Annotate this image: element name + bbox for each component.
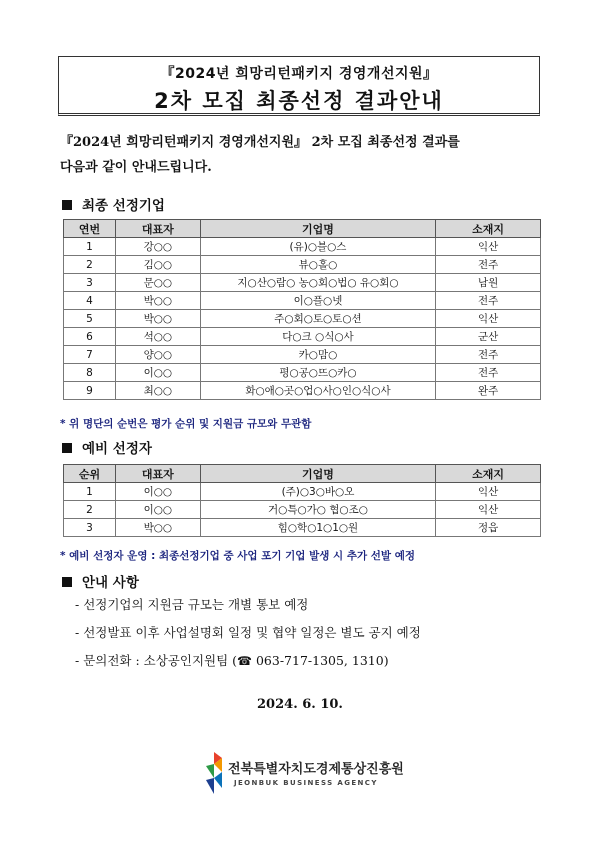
table-row: [64, 382, 541, 400]
column-header: 연번: [64, 220, 116, 238]
table-row: [64, 292, 541, 310]
table-row: [64, 310, 541, 328]
table-cell: 3: [64, 274, 116, 292]
table-cell: 박○○: [115, 310, 200, 328]
table-cell: 평○공○뜨○카○: [200, 364, 435, 382]
table-row: [64, 238, 541, 256]
intro-line-1: 『2024년 희망리턴패키지 경영개선지원』 2차 모집 최종선정 결과를: [60, 135, 460, 150]
table-header-row: [64, 220, 541, 238]
table-cell: 카○맘○: [200, 346, 435, 364]
table-cell: 거○특○가○ 협○조○: [200, 501, 436, 519]
table-row: [64, 364, 541, 382]
document-title: 2차 모집 최종선정 결과안내: [154, 89, 444, 113]
table-cell: 익산: [436, 501, 541, 519]
table-cell: 1: [64, 483, 116, 501]
column-header: 순위: [64, 465, 116, 483]
reserve-note: * 예비 선정자 운영 : 최종선정기업 중 사업 포기 기업 발생 시 추가 선발 예정: [60, 550, 416, 562]
table-cell: (주)○3○바○오: [200, 483, 436, 501]
table-cell: 1: [64, 238, 116, 256]
table-row: [64, 256, 541, 274]
table-cell: 박○○: [115, 292, 200, 310]
table-cell: 전주: [436, 364, 541, 382]
table-row: [64, 501, 541, 519]
table-cell: 2: [64, 256, 116, 274]
agency-english-name: JEONBUK BUSINESS AGENCY: [234, 779, 378, 787]
reserve-selection-table: [63, 464, 541, 537]
table-cell: 이○○: [115, 483, 200, 501]
table-cell: 이○○: [115, 364, 200, 382]
guide-section-heading-text: 안내 사항: [82, 575, 139, 591]
contact-number: 063-717-1305, 1310): [251, 653, 389, 668]
table-cell: 양○○: [115, 346, 200, 364]
column-header: 소재지: [436, 220, 541, 238]
table-row: [64, 274, 541, 292]
final-selection-table: [63, 219, 541, 400]
column-header: 소재지: [436, 465, 541, 483]
agency-name: 전북특별자치도경제통상진흥원: [228, 762, 404, 777]
table-cell: 화○애○곳○업○사○인○식○사: [200, 382, 435, 400]
title-box: [58, 56, 540, 116]
table-cell: 최○○: [115, 382, 200, 400]
intro-paragraph: [60, 130, 550, 180]
column-header: 기업명: [200, 465, 436, 483]
guide-contact: [75, 647, 421, 675]
table-cell: 2: [64, 501, 116, 519]
phone-icon: ☎: [237, 654, 252, 668]
table-cell: 이○플○넷: [200, 292, 435, 310]
table-cell: 뷰○홀○: [200, 256, 435, 274]
guide-section-heading: [62, 571, 139, 591]
table-cell: 지○산○람○ 농○회○법○ 유○회○: [200, 274, 435, 292]
table-cell: 8: [64, 364, 116, 382]
final-section-heading-text: 최종 선정기업: [82, 198, 165, 214]
table-cell: (유)○블○스: [200, 238, 435, 256]
guide-list: [75, 591, 421, 675]
final-note: * 위 명단의 순번은 평가 순위 및 지원금 규모와 무관함: [60, 418, 312, 430]
agency-logo: [198, 748, 418, 800]
table-cell: 9: [64, 382, 116, 400]
table-row: [64, 328, 541, 346]
table-cell: 전주: [436, 256, 541, 274]
intro-line-2: 다음과 같이 안내드립니다.: [60, 160, 212, 175]
agency-logo-mark-icon: [202, 750, 226, 796]
reserve-section-heading: [62, 437, 152, 457]
column-header: 대표자: [115, 465, 200, 483]
table-cell: 완주: [436, 382, 541, 400]
table-cell: 익산: [436, 483, 541, 501]
table-cell: 정읍: [436, 519, 541, 537]
table-cell: 4: [64, 292, 116, 310]
table-cell: 6: [64, 328, 116, 346]
table-cell: 문○○: [115, 274, 200, 292]
table-cell: 5: [64, 310, 116, 328]
square-bullet-icon: [62, 443, 72, 453]
guide-item: - 선정발표 이후 사업설명회 일정 및 협약 일정은 별도 공지 예정: [75, 625, 421, 640]
table-cell: 7: [64, 346, 116, 364]
table-row: [64, 483, 541, 501]
table-cell: 전주: [436, 292, 541, 310]
table-cell: 박○○: [115, 519, 200, 537]
table-header-row: [64, 465, 541, 483]
document-date: 2024. 6. 10.: [257, 697, 343, 712]
column-header: 대표자: [115, 220, 200, 238]
table-cell: 익산: [436, 238, 541, 256]
table-cell: 3: [64, 519, 116, 537]
contact-prefix: - 문의전화 : 소상공인지원팀 (: [75, 653, 238, 668]
table-cell: 전주: [436, 346, 541, 364]
table-cell: 강○○: [115, 238, 200, 256]
table-cell: 익산: [436, 310, 541, 328]
table-cell: 군산: [436, 328, 541, 346]
reserve-section-heading-text: 예비 선정자: [82, 441, 152, 457]
table-row: [64, 346, 541, 364]
table-row: [64, 519, 541, 537]
table-cell: 남원: [436, 274, 541, 292]
table-cell: 다○크 ○식○사: [200, 328, 435, 346]
document-subtitle: 『2024년 희망리턴패키지 경영개선지원』: [160, 66, 438, 82]
table-cell: 주○회○토○토○션: [200, 310, 435, 328]
guide-item: - 선정기업의 지원금 규모는 개별 통보 예정: [75, 597, 309, 612]
table-cell: 김○○: [115, 256, 200, 274]
column-header: 기업명: [200, 220, 435, 238]
final-section-heading: [62, 194, 165, 214]
square-bullet-icon: [62, 200, 72, 210]
table-cell: 이○○: [115, 501, 200, 519]
square-bullet-icon: [62, 577, 72, 587]
table-cell: 힘○학○1○1○원: [200, 519, 436, 537]
table-cell: 석○○: [115, 328, 200, 346]
